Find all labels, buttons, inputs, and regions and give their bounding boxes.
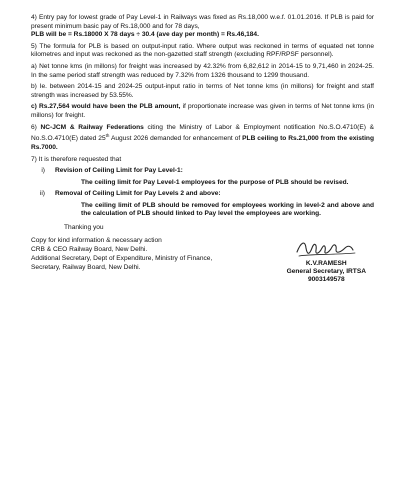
paragraph-6-text-2: August 2026 demanded for enhancement of	[109, 135, 243, 143]
letter-footer	[31, 236, 374, 285]
request-item-body: The ceiling limit of PLB should be removed for employees working in level-2 and above and the calculation of PLB should linked to Pay level the employees are working.	[81, 201, 374, 218]
plb-calculation: PLB will be = Rs.18000 X 78 days ÷ 30.4 (ave day per month) = Rs.46,184.	[31, 31, 259, 39]
paragraph-4-text: 4) Entry pay for lowest grade of Pay Level-1 in Railways was fixed as Rs.18,000 w.e.f. 01.01.2016. If PLB is paid for present minimum basic pay of Rs.18,000 and for 78 days,	[31, 14, 374, 30]
request-item	[31, 167, 374, 187]
signatory-phone: 9003149578	[307, 276, 345, 284]
request-item-title: Revision of Ceiling Limit for Pay Level-1:	[55, 167, 183, 175]
paragraph-6-number: 6)	[31, 123, 41, 131]
request-item-number: ii)	[39, 190, 45, 198]
paragraph-c	[31, 103, 374, 120]
request-item-number: i)	[41, 167, 45, 175]
paragraph-a: a) Net tonne kms (in millons) for freight was increased by 42.32% from 6,82,612 in 2014-15 to 9,71,460 in 2024-25. In the same period staff strength was reduced by 7.32% from 1326 thousand to 1299 thousand.	[31, 62, 374, 79]
paragraph-5: 5) The formula for PLB is based on output-input ratio. Where output was reckoned in terms of equated net tonne kilometres and input was reckoned as the non-gazetted staff strength (excluding RPF/RPSF personnel).	[31, 42, 374, 59]
paragraph-4	[31, 14, 374, 40]
request-item-title: Removal of Ceiling Limit for Pay Levels 2 and above:	[55, 190, 221, 198]
copy-to-list	[31, 236, 212, 285]
signature-block	[287, 236, 374, 285]
paragraph-6	[31, 124, 374, 153]
paragraph-7: 7) It is therefore requested that	[31, 155, 122, 163]
paragraph-6-federations: NC-JCM & Railway Federations	[40, 123, 144, 131]
paragraph-6-sup: th	[105, 133, 110, 139]
paragraph-6-text: citing the Ministry of Labor & Employment notification No.S.O.4710(E) & No.S.O.4710(E) dated 25	[31, 123, 375, 143]
copy-line: Additional Secretary, Dept of Expenditure, Ministry of Finance,	[31, 255, 213, 263]
paragraph-c-text: if proportionate increase was given in terms of Net tonne kms (in millons) for freight.	[31, 103, 374, 119]
signatory-name: K.V.RAMESH	[305, 259, 347, 267]
handwritten-signature	[291, 236, 361, 260]
copy-line: CRB & CEO Railway Board, New Delhi.	[31, 245, 148, 253]
paragraph-6-demand: PLB ceiling to Rs.21,000 from the existing Rs.7000.	[31, 135, 374, 151]
signatory-title: General Secretary, IRTSA	[286, 267, 366, 275]
copy-line: Secretary, Railway Board, New Delhi.	[31, 264, 141, 272]
request-item	[31, 190, 374, 219]
request-item-body: The ceiling limit for Pay Level-1 employees for the purpose of PLB should be revised.	[81, 178, 349, 186]
paragraph-b: b) Ie. between 2014-15 and 2024-25 output-input ratio in terms of Net tonne kms (in millons) for freight and staff strength was increased by 53.55%.	[31, 83, 374, 99]
closing-thanks: Thanking you	[64, 224, 104, 232]
paragraph-c-bold: c) Rs.27,564 would have been the PLB amount,	[31, 103, 181, 111]
copy-line: Copy for kind information & necessary action	[31, 236, 162, 244]
